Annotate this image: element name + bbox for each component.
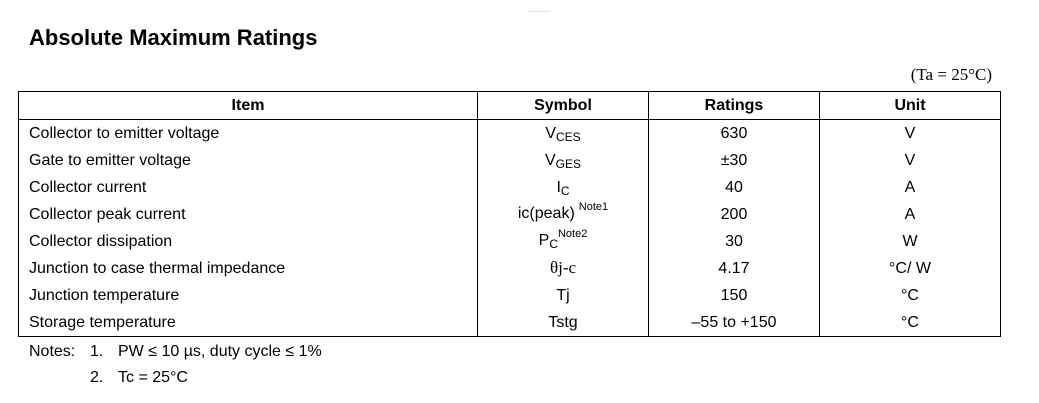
symbol-main: θj-c: [549, 258, 577, 277]
table-row: [19, 120, 1001, 148]
table-row: [19, 255, 1001, 282]
symbol-main: P: [538, 232, 550, 249]
row-rating: 150: [649, 282, 820, 309]
row-unit: W: [820, 228, 1001, 255]
row-rating: –55 to +150: [649, 309, 820, 337]
row-symbol: [478, 255, 649, 282]
row-item: Collector dissipation: [19, 228, 478, 255]
symbol-subscript: GES: [555, 156, 581, 171]
note-number: 2.: [90, 369, 104, 386]
table-row: [19, 201, 1001, 228]
table-row: [19, 282, 1001, 309]
note-text: PW ≤ 10 µs, duty cycle ≤ 1%: [118, 343, 322, 360]
symbol-note-superscript: Note1: [578, 201, 609, 213]
row-unit: °C/ W: [820, 255, 1001, 282]
row-item: Collector current: [19, 174, 478, 201]
row-unit: °C: [820, 309, 1001, 337]
temperature-condition: (Ta = 25°C): [910, 65, 992, 84]
row-rating: ±30: [649, 147, 820, 174]
row-symbol: [478, 282, 649, 309]
symbol-main: I: [556, 178, 561, 196]
symbol-main: V: [545, 124, 556, 142]
row-symbol: [478, 174, 649, 201]
row-symbol: [478, 201, 649, 228]
row-item: Storage temperature: [19, 309, 478, 337]
row-unit: A: [820, 174, 1001, 201]
note-line-2: [29, 365, 322, 391]
ratings-table: [18, 91, 1001, 337]
row-rating: 630: [649, 120, 820, 148]
notes-label: Notes:: [29, 343, 76, 360]
table-row: [19, 147, 1001, 174]
row-rating: 200: [649, 201, 820, 228]
header-item: Item: [19, 92, 478, 120]
symbol-subscript: C: [549, 237, 558, 251]
note-text: Tc = 25°C: [118, 369, 188, 386]
table-row: [19, 228, 1001, 255]
row-rating: 4.17: [649, 255, 820, 282]
symbol-subscript: CES: [555, 129, 581, 144]
symbol-note-superscript: Note2: [557, 228, 588, 240]
row-item: Junction to case thermal impedance: [19, 255, 478, 282]
row-item: Collector to emitter voltage: [19, 120, 478, 148]
header-ratings: Ratings: [649, 92, 820, 120]
symbol-main: V: [544, 151, 556, 169]
table-row: [19, 309, 1001, 337]
row-item: Gate to emitter voltage: [19, 147, 478, 174]
row-symbol: [478, 147, 649, 174]
symbol-subscript: C: [560, 183, 570, 198]
table-header-row: [19, 92, 1001, 120]
row-unit: °C: [820, 282, 1001, 309]
note-number: 1.: [90, 343, 104, 360]
row-symbol: [478, 309, 649, 337]
row-rating: 30: [649, 228, 820, 255]
symbol-main: ic(peak): [517, 205, 575, 222]
row-unit: V: [820, 120, 1001, 148]
row-unit: A: [820, 201, 1001, 228]
row-unit: V: [820, 147, 1001, 174]
notes-section: [29, 339, 322, 391]
symbol-main: Tj: [556, 286, 570, 304]
page-title: Absolute Maximum Ratings: [29, 25, 318, 50]
row-symbol: [478, 228, 649, 255]
header-symbol: Symbol: [478, 92, 649, 120]
top-divider: [528, 11, 550, 12]
row-symbol: [478, 120, 649, 148]
row-rating: 40: [649, 174, 820, 201]
row-item: Junction temperature: [19, 282, 478, 309]
header-unit: Unit: [820, 92, 1001, 120]
symbol-main: Tstg: [548, 313, 578, 331]
table-row: [19, 174, 1001, 201]
row-item: Collector peak current: [19, 201, 478, 228]
note-line-1: [29, 339, 322, 365]
